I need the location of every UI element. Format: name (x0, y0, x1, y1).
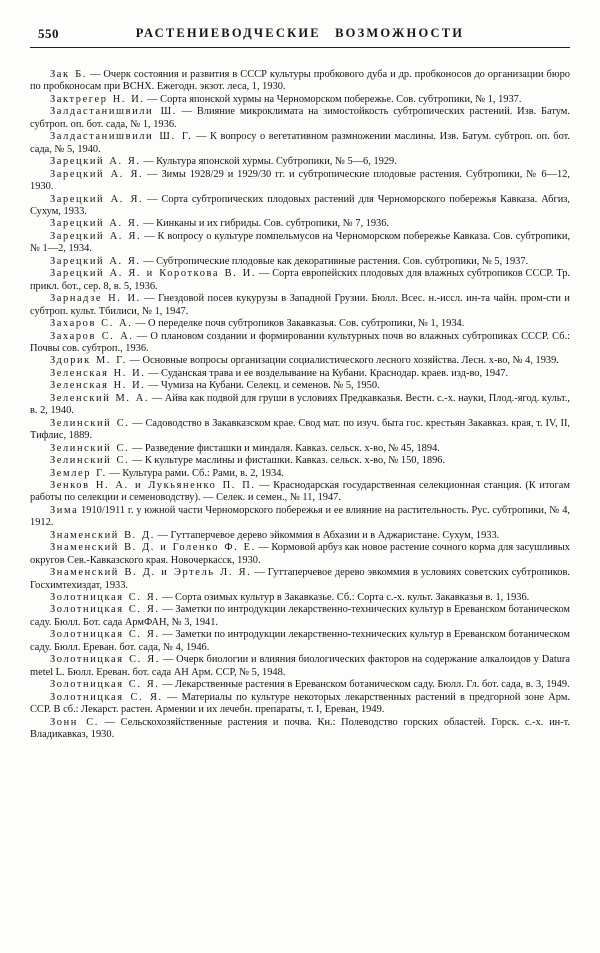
entry-author: Знаменский В. Д. и Эртель Л. Я. (50, 567, 252, 579)
bibliography-entry (30, 443, 570, 455)
bibliography-entry (30, 679, 570, 691)
entry-text: — Очерк биологии и влияния биологических факторов на содержание алкалоидов у Datura metel L. Бюлл. Ереван. бот. сада АН Арм. ССР, № 5, 1948. (30, 654, 570, 678)
bibliography-entry (30, 131, 570, 156)
entry-text: — Садоводство в Закавказском крае. Свод мат. по изуч. быта гос. крестьян Закавказ. края, т. IV, II, Тифлис, 1889. (30, 417, 570, 442)
entry-author: Зарнадзе Н. И. (50, 293, 141, 305)
bibliography-entry (30, 256, 570, 268)
bibliography-entry (30, 169, 570, 194)
entry-text: — Культура рами. Сб.: Рами, в. 2, 1934. (106, 467, 284, 479)
entry-text: — Субтропические плодовые как декоративные растения. Сов. субтропики, № 5, 1937. (140, 255, 529, 267)
bibliography-entry (30, 380, 570, 392)
entry-text: — Суданская трава и ее возделывание на Кубани. Краснодар. краев. изд-во, 1947. (145, 367, 509, 379)
entry-text: — Айва как подвой для груши в условиях Предкавказья. Вестн. с.-х. науки, Плод.-ягод. культ., в. 2, 1940. (30, 392, 570, 417)
entry-author: Здорик М. Г. (50, 355, 127, 367)
entry-author: Зарецкий А. Я. (50, 168, 144, 180)
entry-text: — Влияние микроклимата на зимостойкость субтропических растений. Изв. Батум. субтроп. оп. бот. сада, № 1, 1936. (30, 106, 570, 130)
bibliography-entry (30, 567, 570, 592)
entry-author: Зарецкий А. Я. (50, 230, 142, 242)
entry-text: — Сорта субтропических плодовых растений для Черноморского побережья Кавказа. Абгиз, Сухум, 1933. (30, 193, 570, 217)
entry-text: — Зимы 1928/29 и 1929/30 гг. и субтропические плодовые растения. Субтропики, № 6—12, 1930. (30, 168, 570, 193)
bibliography-entry (30, 368, 570, 380)
bibliography-entry (30, 604, 570, 629)
bibliography-entry (30, 654, 570, 679)
entry-text: — Материалы по культуре некоторых лекарственных растений в предгорной зоне Арм. ССР. В сб.: Лекарст. растен. Армении и их лечебн. препараты, т. I, Ереван, 1949. (30, 691, 570, 716)
bibliography-entry (30, 468, 570, 480)
bibliography-entry (30, 505, 570, 530)
entry-author: Знаменский В. Д. и Голенко Ф. Е. (50, 542, 256, 554)
entry-author: Зеленская Н. И. (50, 380, 146, 392)
bibliography-entry (30, 94, 570, 106)
entry-author: Зарецкий А. Я. (50, 218, 141, 230)
entry-author: Зелинский С. (50, 455, 130, 467)
bibliography-entry (30, 156, 570, 168)
entry-text: — Кинканы и их гибриды. Сов. субтропики, № 7, 1936. (140, 218, 390, 230)
page-number: 550 (38, 26, 59, 41)
entry-text: — О плановом создании и формировании культурных почв во влажных субтропиках СССР. Сб.: Почвы сов. субтроп., 1936. (30, 330, 570, 354)
bibliography-entry (30, 293, 570, 318)
header-rule (30, 47, 570, 48)
entry-author: Зарецкий А. Я. (50, 193, 144, 205)
entry-author: Золотницкая С. Я. (50, 604, 160, 616)
bibliography-entry (30, 592, 570, 604)
bibliography-entry (30, 231, 570, 256)
bibliography-entry (30, 69, 570, 94)
entry-author: Золотницкая С. Я. (50, 691, 163, 703)
entry-author: Захаров С. А. (50, 318, 133, 330)
entry-text: — Культура японской хурмы. Субтропики, № 5—6, 1929. (140, 156, 397, 168)
entry-author: Землер Г. (50, 467, 107, 479)
entry-text: — Сорта европейских плодовых для влажных субтропиков СССР. Тр. прикл. бот., сер. 8, в. 5, 1936. (30, 268, 570, 292)
entry-text: — Кормовой арбуз как новое растение сочного корма для засушливых округов Сев.-Кавказского края. Новочеркасск, 1930. (30, 542, 570, 566)
entry-text: — Сельскохозяйственные растения и почва. Кн.: Полеводство горских областей. Горск. с.-х. ин-т. Владикавказ, 1930. (30, 716, 571, 741)
running-title: РАСТЕНИЕВОДЧЕСКИЕ ВОЗМОЖНОСТИ (135, 26, 465, 40)
entry-text: — К вопросу о вегетативном размножении маслины. Изв. Батум. субтроп. оп. бот. сада, № 5, 1940. (30, 131, 570, 155)
entry-author: Зарецкий А. Я. и Короткова В. И. (50, 268, 257, 280)
bibliography-list (30, 69, 570, 741)
entry-text: — Заметки по интродукции лекарственно-технических культур в Ереванском ботаническом саду. Бюлл. Бот. сада АрмФАН, № 3, 1941. (30, 604, 571, 628)
entry-author: Зак Б. (50, 69, 88, 80)
entry-text: — Чумиза на Кубани. Селекц. и семенов. № 5, 1950. (145, 380, 380, 392)
entry-text: — К культуре маслины и фисташки. Кавказ. сельск. х-во, № 150, 1896. (129, 455, 446, 467)
entry-text: — Лекарственные растения в Ереванском ботаническом саду. Бюлл. Гл. бот. сада, в. 3, 1949. (159, 679, 570, 691)
bibliography-entry (30, 629, 570, 654)
entry-author: Золотницкая С. Я. (50, 592, 160, 604)
entry-author: Зактрегер Н. И. (50, 93, 145, 105)
entry-text: — Гнездовой посев кукурузы в Западной Грузии. Бюлл. Всес. н.-иссл. ин-та чайн. пром-сти и субтроп. культ. Тбилиси, № 1, 1947. (30, 293, 570, 317)
bibliography-entry (30, 418, 570, 443)
entry-author: Золотницкая С. Я. (50, 654, 160, 666)
entry-author: Золотницкая С. Я. (50, 679, 160, 691)
entry-author: Захаров С. А. (50, 330, 134, 342)
bibliography-entry (30, 542, 570, 567)
bibliography-entry (30, 692, 570, 717)
entry-text: — Гуттаперчевое дерево эйкоммия в Абхазии и в Аджаристане. Сухум, 1933. (154, 529, 500, 541)
entry-author: Зарецкий А. Я. (50, 255, 141, 267)
entry-text: — Очерк состояния и развития в СССР культуры пробкового дуба и др. пробконосов до организации бюро по пробконосам при ВСНХ. Ежегодн. экзот. леса, 1, 1930. (30, 69, 570, 93)
entry-author: Залдастанишвили Ш. Г. (50, 131, 193, 143)
entry-text: — О переделке почв субтропиков Закавказья. Сов. субтропики, № 1, 1934. (132, 318, 465, 330)
entry-author: Зенков Н. А. и Лукьяненко П. П. (50, 479, 256, 491)
entry-text: — Разведение фисташки и миндаля. Кавказ. сельск. х-во, № 45, 1894. (129, 442, 440, 454)
bibliography-entry (30, 455, 570, 467)
bibliography-entry (30, 318, 570, 330)
bibliography-entry (30, 106, 570, 131)
bibliography-entry (30, 530, 570, 542)
page-header (30, 26, 570, 44)
bibliography-entry (30, 393, 570, 418)
entry-text: — Заметки по интродукции лекарственно-технических культур в Ереванском ботаническом саду. Бюлл. Ереван. бот. сада, № 4, 1946. (30, 629, 571, 653)
entry-author: Золотницкая С. Я. (50, 629, 160, 641)
entry-author: Залдастанишвили Ш. (50, 106, 177, 118)
entry-text: — К вопросу о культуре помпельмусов на Черноморском побережье Кавказа. Сов. субтропики, № 1—2, 1934. (30, 230, 570, 255)
entry-author: Зима (50, 504, 79, 516)
entry-author: Знаменский В. Д. (50, 529, 155, 541)
entry-author: Зарецкий А. Я. (50, 156, 141, 168)
entry-author: Зелинский С. (50, 442, 130, 454)
entry-text: — Основные вопросы организации социалистического лесного хозяйства. Лесн. х-во, № 4, 1939. (126, 355, 559, 367)
entry-author: Зелинский С. (50, 417, 130, 429)
bibliography-entry (30, 331, 570, 356)
bibliography-entry (30, 480, 570, 505)
entry-text: — Сорта японской хурмы на Черноморском побережье. Сов. субтропики, № 1, 1937. (144, 93, 522, 105)
bibliography-entry (30, 717, 570, 742)
entry-author: Зонн С. (50, 716, 99, 728)
entry-text: — Сорта озимых культур в Закавказье. Сб.: Сорта с.-х. культ. Закавказья в. 1, 1936. (159, 592, 530, 604)
bibliography-entry (30, 218, 570, 230)
bibliography-entry (30, 194, 570, 219)
bibliography-entry (30, 355, 570, 367)
entry-author: Зеленский М. А. (50, 392, 150, 404)
entry-author: Зеленская Н. И. (50, 367, 146, 379)
entry-text: — Краснодарская государственная селекционная станция. (К итогам работы по селекции и семеноводству). — Селек. и семен., № 11, 1947. (30, 479, 570, 504)
entry-text: — Гуттаперчевое дерево эвкоммия в условиях советских субтропиков. Госхимтехиздат, 1933. (30, 567, 570, 591)
entry-text: 1910/1911 г. у южной части Черноморского побережья и ее влияние на растительность. Рус. субтропики, № 4, 1912. (30, 504, 570, 529)
bibliography-entry (30, 268, 570, 293)
